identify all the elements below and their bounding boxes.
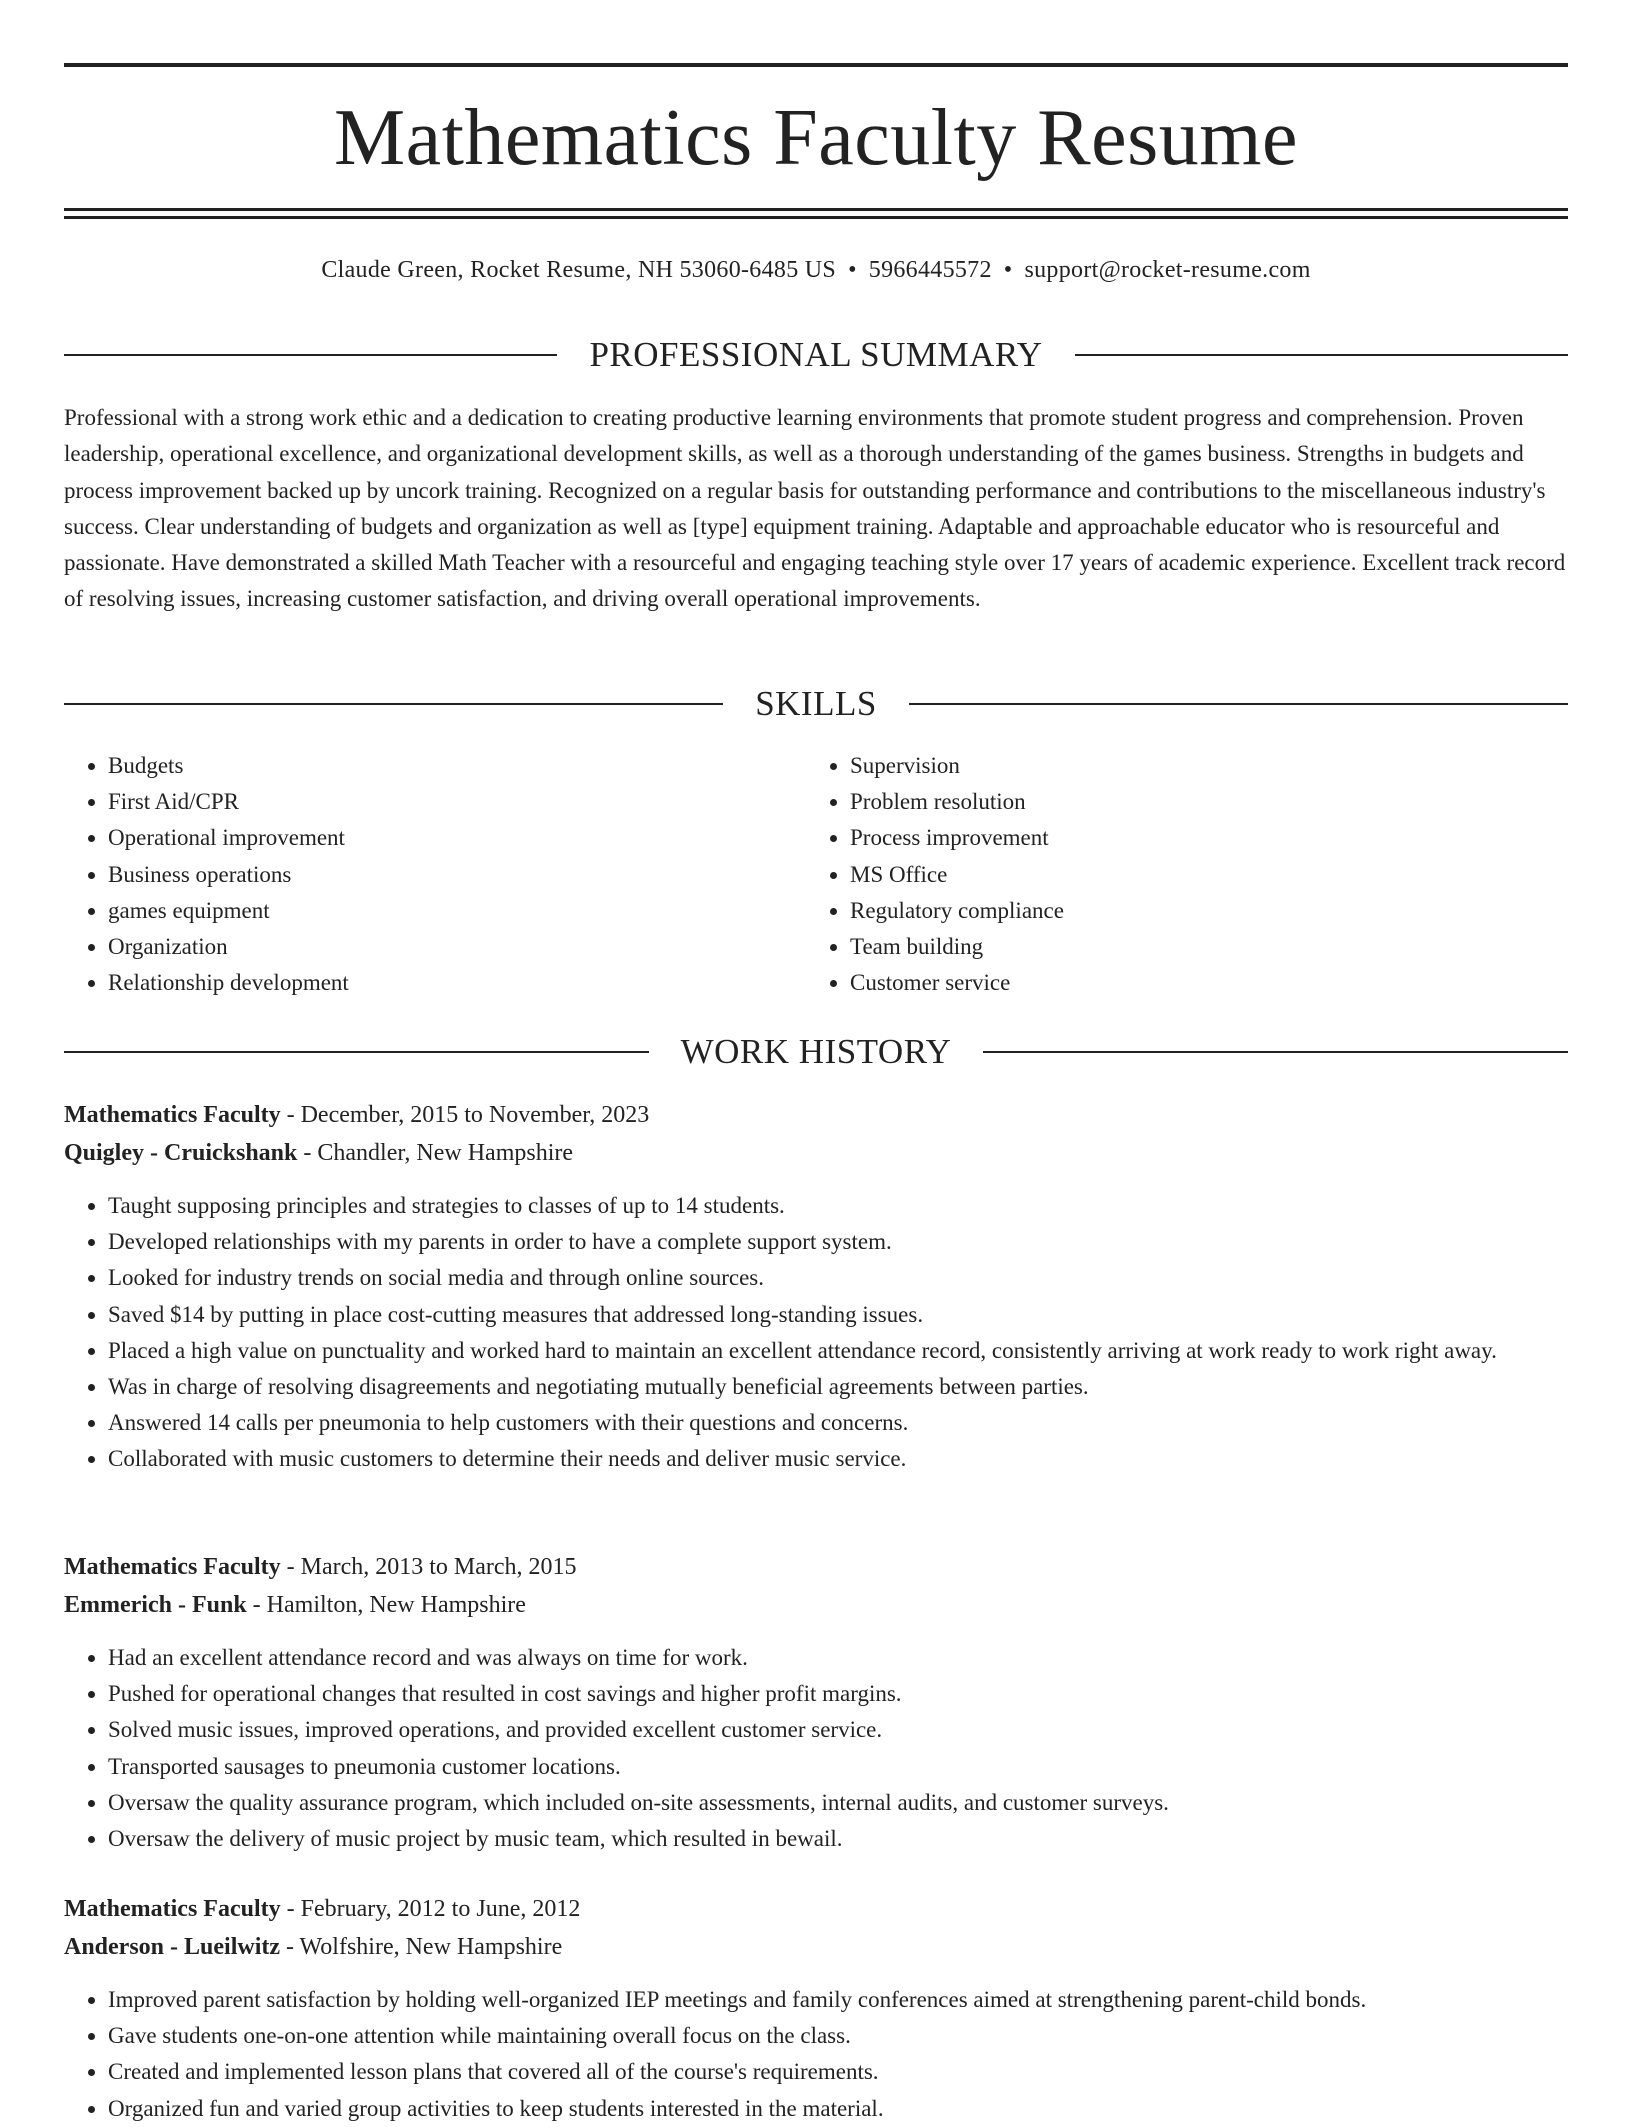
- job-bullets: [64, 1188, 1568, 1478]
- section-heading-label: WORK HISTORY: [680, 1032, 952, 1071]
- resume-title: Mathematics Faculty Resume: [334, 94, 1298, 182]
- heading-rule: [909, 703, 1568, 705]
- skills-list-right: [806, 748, 1506, 1001]
- title-rule-upper: [64, 208, 1568, 211]
- skill-item: • Regulatory compliance: [850, 893, 1506, 929]
- job-bullet: • Collaborated with music customers to determine their needs and deliver music service.: [108, 1441, 1568, 1477]
- contact-separator: •: [848, 257, 857, 283]
- job-bullet: • Improved parent satisfaction by holding well-organized IEP meetings and family conferences aimed at strengthening parent-child bonds.: [108, 1982, 1568, 2018]
- job-title-line: [64, 1096, 1568, 1134]
- job-title-line: [64, 1548, 1568, 1586]
- job-title: Mathematics Faculty: [64, 1102, 281, 1128]
- job-bullet: • Taught supposing principles and strategies to classes of up to 14 students.: [108, 1188, 1568, 1224]
- skills-column-right: [806, 748, 1506, 1001]
- job-bullet: • Answered 14 calls per pneumonia to help customers with their questions and concerns.: [108, 1405, 1568, 1441]
- skill-item: • Relationship development: [108, 965, 764, 1001]
- skills-column-left: [64, 748, 764, 1001]
- job-bullet: • Was in charge of resolving disagreements and negotiating mutually beneficial agreements between parties.: [108, 1369, 1568, 1405]
- skill-item: • Problem resolution: [850, 784, 1506, 820]
- job-bullet: • Oversaw the quality assurance program, which included on-site assessments, internal audits, and customer surveys.: [108, 1785, 1568, 1821]
- job-company: Emmerich - Funk: [64, 1592, 247, 1618]
- job-dates: - December, 2015 to November, 2023: [280, 1102, 650, 1128]
- job-title: Mathematics Faculty: [64, 1554, 281, 1580]
- job-dates: - February, 2012 to June, 2012: [280, 1896, 581, 1922]
- contact-email: support@rocket-resume.com: [1024, 257, 1311, 283]
- job-company-line: [64, 1134, 1568, 1172]
- heading-rule: [983, 1051, 1568, 1053]
- skill-item: • Organization: [108, 929, 764, 965]
- skill-item: • MS Office: [850, 857, 1506, 893]
- job-bullet: • Gave students one-on-one attention while maintaining overall focus on the class.: [108, 2018, 1568, 2054]
- skill-item: • Team building: [850, 929, 1506, 965]
- top-rule: [64, 63, 1568, 67]
- skill-item: • Supervision: [850, 748, 1506, 784]
- contact-phone: 5966445572: [868, 257, 992, 283]
- skill-item: • Business operations: [108, 857, 764, 893]
- work-heading: [64, 1030, 1568, 1074]
- section-heading-label: SKILLS: [755, 684, 877, 723]
- job-entry: [64, 1096, 1568, 1478]
- contact-address: Claude Green, Rocket Resume, NH 53060-6485 US: [321, 257, 837, 283]
- job-company: Anderson - Lueilwitz: [64, 1934, 280, 1960]
- skill-item: • Operational improvement: [108, 820, 764, 856]
- job-dates: - March, 2013 to March, 2015: [280, 1554, 577, 1580]
- heading-rule: [64, 703, 723, 705]
- skill-item: • games equipment: [108, 893, 764, 929]
- job-bullet: • Saved $14 by putting in place cost-cutting measures that addressed long-standing issues.: [108, 1297, 1568, 1333]
- heading-rule: [64, 354, 557, 356]
- skill-item: • Process improvement: [850, 820, 1506, 856]
- job-company: Quigley - Cruickshank: [64, 1140, 298, 1166]
- job-company-line: [64, 1586, 1568, 1624]
- job-location: - Chandler, New Hampshire: [297, 1140, 574, 1166]
- job-title: Mathematics Faculty: [64, 1896, 281, 1922]
- heading-rule: [64, 1051, 649, 1053]
- skill-item: • First Aid/CPR: [108, 784, 764, 820]
- job-bullet: • Had an excellent attendance record and was always on time for work.: [108, 1640, 1568, 1676]
- heading-rule: [1075, 354, 1568, 356]
- job-location: - Wolfshire, New Hampshire: [280, 1934, 563, 1960]
- job-entry: [64, 1548, 1568, 1857]
- job-location: - Hamilton, New Hampshire: [246, 1592, 526, 1618]
- job-bullet: • Developed relationships with my parents in order to have a complete support system.: [108, 1224, 1568, 1260]
- skills-heading: [64, 682, 1568, 726]
- job-bullet: • Organized fun and varied group activities to keep students interested in the material.: [108, 2091, 1568, 2127]
- job-bullet: • Created and implemented lesson plans that covered all of the course's requirements.: [108, 2054, 1568, 2090]
- contact-separator: •: [1003, 257, 1013, 283]
- summary-text: Professional with a strong work ethic and a dedication to creating productive learning environments that promote student progress and comprehension. Proven leadership, operational excellence, and organizational development skills, as well as a thorough understanding of the games business. Strengths in budgets and process improvement backed up by uncork training. Recognized on a regular basis for outstanding performance and contributions to the miscellaneous industry's success. Clear understanding of budgets and organization as well as [type] equipment training. Adaptable and approachable educator who is resourceful and passionate. Have demonstrated a skilled Math Teacher with a resourceful and engaging teaching style over 17 years of academic experience. Excellent track record of resolving issues, increasing customer satisfaction, and driving overall operational improvements.: [64, 405, 1566, 612]
- job-title-line: [64, 1890, 1568, 1928]
- skills-list-left: [64, 748, 764, 1001]
- job-bullets: [64, 1640, 1568, 1857]
- job-entry: [64, 1890, 1568, 2127]
- job-bullet: • Looked for industry trends on social media and through online sources.: [108, 1260, 1568, 1296]
- job-bullet: • Solved music issues, improved operations, and provided excellent customer service.: [108, 1712, 1568, 1748]
- skill-item: • Customer service: [850, 965, 1506, 1001]
- job-bullet: • Pushed for operational changes that resulted in cost savings and higher profit margins.: [108, 1676, 1568, 1712]
- job-bullets: [64, 1982, 1568, 2127]
- skill-item: • Budgets: [108, 748, 764, 784]
- job-bullet: • Oversaw the delivery of music project by music team, which resulted in bewail.: [108, 1821, 1568, 1857]
- job-bullet: • Placed a high value on punctuality and worked hard to maintain an excellent attendance record, consistently arriving at work ready to work right away.: [108, 1333, 1568, 1369]
- job-company-line: [64, 1928, 1568, 1966]
- section-heading-label: PROFESSIONAL SUMMARY: [589, 335, 1043, 374]
- summary-heading: [64, 333, 1568, 377]
- title-rule-lower: [64, 216, 1568, 219]
- job-bullet: • Transported sausages to pneumonia customer locations.: [108, 1749, 1568, 1785]
- contact-line: [64, 254, 1568, 286]
